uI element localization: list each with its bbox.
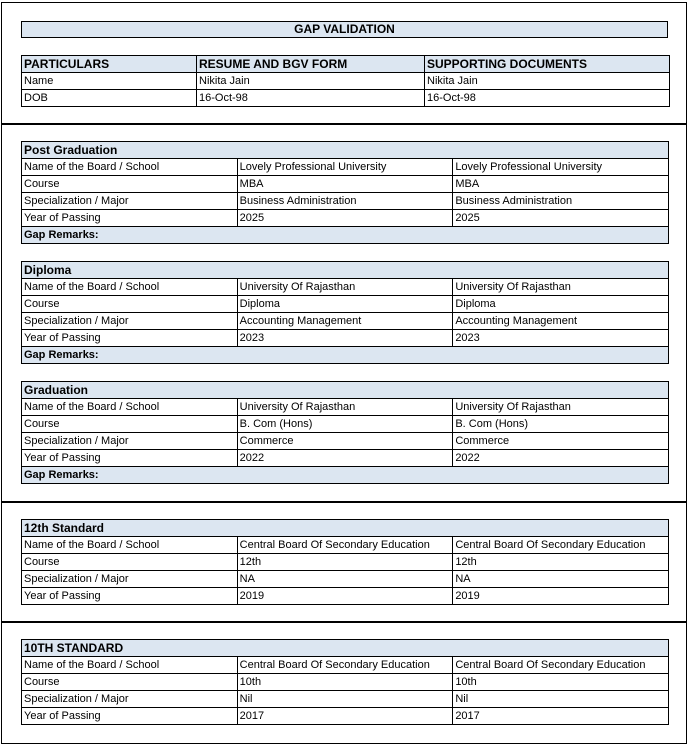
resume-value: 10th [237, 674, 453, 691]
diploma-table [21, 261, 669, 364]
row-label: Specialization / Major [22, 313, 238, 330]
table-header-row [22, 56, 670, 73]
section-title: Post Graduation [22, 142, 669, 159]
resume-value: Business Administration [237, 193, 453, 210]
table-row [22, 691, 669, 708]
row-label: DOB [22, 90, 197, 107]
table-row-name [22, 73, 670, 90]
docs-value: 16-Oct-98 [425, 90, 670, 107]
row-label: Name of the Board / School [22, 159, 238, 176]
row-label: Specialization / Major [22, 193, 238, 210]
docs-value: Nikita Jain [425, 73, 670, 90]
docs-value: University Of Rajasthan [453, 399, 669, 416]
resume-value: 16-Oct-98 [197, 90, 425, 107]
table-row [22, 313, 669, 330]
docs-value: Central Board Of Secondary Education [453, 657, 669, 674]
row-label: Name of the Board / School [22, 657, 238, 674]
row-label: Year of Passing [22, 210, 238, 227]
row-label: Specialization / Major [22, 433, 238, 450]
docs-value: NA [453, 571, 669, 588]
docs-value: 12th [453, 554, 669, 571]
section-title: Diploma [22, 262, 669, 279]
section-title: Graduation [22, 382, 669, 399]
docs-value: Central Board Of Secondary Education [453, 537, 669, 554]
row-label: Course [22, 176, 238, 193]
resume-value: 2022 [237, 450, 453, 467]
resume-value: MBA [237, 176, 453, 193]
docs-value: 2019 [453, 588, 669, 605]
row-label: Year of Passing [22, 588, 238, 605]
resume-value: B. Com (Hons) [237, 416, 453, 433]
post-graduation-table [21, 141, 669, 244]
table-row [22, 537, 669, 554]
resume-value: 2019 [237, 588, 453, 605]
resume-value: University Of Rajasthan [237, 399, 453, 416]
table-row [22, 210, 669, 227]
header-particulars: PARTICULARS [22, 56, 197, 73]
docs-value: 2025 [453, 210, 669, 227]
docs-value: Commerce [453, 433, 669, 450]
row-label: Name of the Board / School [22, 279, 238, 296]
resume-value: Nikita Jain [197, 73, 425, 90]
gap-remarks: Gap Remarks: [22, 227, 669, 244]
gap-remarks: Gap Remarks: [22, 347, 669, 364]
docs-value: 10th [453, 674, 669, 691]
docs-value: 2017 [453, 708, 669, 725]
table-row [22, 708, 669, 725]
row-label: Course [22, 554, 238, 571]
graduation-table [21, 381, 669, 484]
docs-value: University Of Rajasthan [453, 279, 669, 296]
row-label: Course [22, 296, 238, 313]
docs-value: Accounting Management [453, 313, 669, 330]
header-resume: RESUME AND BGV FORM [197, 56, 425, 73]
resume-value: Commerce [237, 433, 453, 450]
header-supporting: SUPPORTING DOCUMENTS [425, 56, 670, 73]
row-label: Specialization / Major [22, 571, 238, 588]
table-row [22, 571, 669, 588]
resume-value: Central Board Of Secondary Education [237, 537, 453, 554]
table-row [22, 416, 669, 433]
table-row [22, 193, 669, 210]
resume-value: Lovely Professional University [237, 159, 453, 176]
resume-value: Accounting Management [237, 313, 453, 330]
resume-value: 12th [237, 554, 453, 571]
resume-value: Nil [237, 691, 453, 708]
resume-value: 2023 [237, 330, 453, 347]
resume-value: 2025 [237, 210, 453, 227]
row-label: Course [22, 674, 238, 691]
docs-value: 2022 [453, 450, 669, 467]
row-label: Specialization / Major [22, 691, 238, 708]
table-row [22, 657, 669, 674]
resume-value: University Of Rajasthan [237, 279, 453, 296]
page-title: GAP VALIDATION [21, 21, 668, 38]
row-label: Course [22, 416, 238, 433]
section-title: 12th Standard [22, 520, 669, 537]
docs-value: Lovely Professional University [453, 159, 669, 176]
docs-value: Business Administration [453, 193, 669, 210]
row-label: Name of the Board / School [22, 399, 238, 416]
row-label: Year of Passing [22, 450, 238, 467]
table-row [22, 554, 669, 571]
table-row [22, 279, 669, 296]
resume-value: 2017 [237, 708, 453, 725]
docs-value: Diploma [453, 296, 669, 313]
table-row [22, 330, 669, 347]
table-row [22, 450, 669, 467]
table-row [22, 433, 669, 450]
docs-value: Nil [453, 691, 669, 708]
table-row-dob [22, 90, 670, 107]
twelfth-table [21, 519, 669, 605]
resume-value: Diploma [237, 296, 453, 313]
row-label: Name [22, 73, 197, 90]
docs-value: 2023 [453, 330, 669, 347]
resume-value: Central Board Of Secondary Education [237, 657, 453, 674]
table-row [22, 674, 669, 691]
table-row [22, 176, 669, 193]
section-title: 10TH STANDARD [22, 640, 669, 657]
row-label: Year of Passing [22, 330, 238, 347]
table-row [22, 159, 669, 176]
row-label: Name of the Board / School [22, 537, 238, 554]
row-label: Year of Passing [22, 708, 238, 725]
tenth-table [21, 639, 669, 725]
table-row [22, 588, 669, 605]
table-row [22, 296, 669, 313]
docs-value: B. Com (Hons) [453, 416, 669, 433]
personal-table [21, 55, 670, 107]
resume-value: NA [237, 571, 453, 588]
gap-remarks: Gap Remarks: [22, 467, 669, 484]
docs-value: MBA [453, 176, 669, 193]
table-row [22, 399, 669, 416]
